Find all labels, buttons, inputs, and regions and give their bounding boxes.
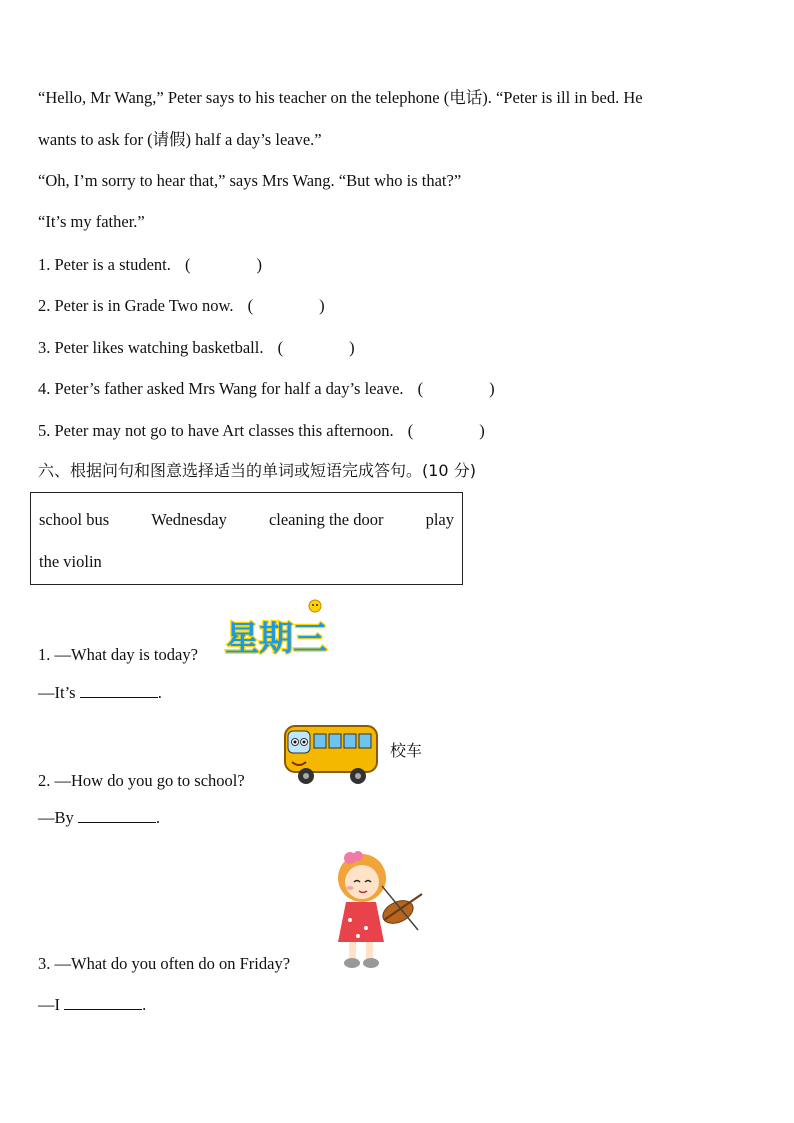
word-bank-item: cleaning the door xyxy=(268,510,384,529)
tf-item-4 xyxy=(38,379,495,399)
tf-item-text: 3. Peter likes watching basketball. xyxy=(38,338,264,357)
word-bank-row xyxy=(39,552,454,572)
word-bank-row xyxy=(39,510,454,530)
tf-item-2 xyxy=(38,296,325,316)
answer-1 xyxy=(38,683,162,703)
answer-bracket[interactable]: ( ) xyxy=(407,421,485,440)
tf-item-5 xyxy=(38,421,485,441)
answer-prefix: —I xyxy=(38,995,60,1014)
answer-blank[interactable] xyxy=(64,995,142,1010)
answer-suffix: . xyxy=(142,995,147,1014)
answer-2 xyxy=(38,808,160,828)
word-bank-item: play xyxy=(425,510,454,529)
passage-line-1: “Hello, Mr Wang,” Peter says to his teacher on the telephone (电话). “Peter is ill in bed. He xyxy=(38,88,643,107)
tf-item-text: 5. Peter may not go to have Art classes this afternoon. xyxy=(38,421,394,440)
word-bank-item: Wednesday xyxy=(151,510,227,529)
answer-bracket[interactable]: ( ) xyxy=(247,296,325,315)
wednesday-picture-text: 星期三 xyxy=(225,619,327,659)
question-2: 2. —How do you go to school? xyxy=(38,771,245,790)
word-bank-item: school bus xyxy=(39,510,110,529)
question-3: 3. —What do you often do on Friday? xyxy=(38,954,291,973)
tf-item-text: 1. Peter is a student. xyxy=(38,255,171,274)
passage-line-2: wants to ask for (请假) half a day’s leave.” xyxy=(38,130,322,149)
question-1: 1. —What day is today? xyxy=(38,645,198,664)
answer-prefix: —It’s xyxy=(38,683,76,702)
answer-bracket[interactable]: ( ) xyxy=(185,255,263,274)
answer-prefix: —By xyxy=(38,808,74,827)
answer-bracket[interactable]: ( ) xyxy=(417,379,495,398)
answer-suffix: . xyxy=(157,683,162,702)
passage-line-3: “Oh, I’m sorry to hear that,” says Mrs Wang. “But who is that?” xyxy=(38,171,462,190)
answer-blank[interactable] xyxy=(78,808,156,823)
answer-blank[interactable] xyxy=(80,683,158,698)
answer-suffix: . xyxy=(155,808,161,827)
tf-item-text: 4. Peter’s father asked Mrs Wang for half a day’s leave. xyxy=(38,379,404,398)
girl-violin-picture xyxy=(322,846,432,972)
answer-bracket[interactable]: ( ) xyxy=(277,338,355,357)
tf-item-1 xyxy=(38,255,262,275)
word-bank-box xyxy=(30,492,463,585)
school-bus-label: 校车 xyxy=(390,741,423,760)
passage-line-4: “It’s my father.” xyxy=(38,212,145,231)
tf-item-3 xyxy=(38,338,355,358)
word-bank-item: the violin xyxy=(39,552,102,571)
tf-item-text: 2. Peter is in Grade Two now. xyxy=(38,296,234,315)
school-bus-icon xyxy=(282,722,382,786)
section-heading: 六、根据问句和图意选择适当的单词或短语完成答句。(10 分) xyxy=(38,461,476,480)
answer-3 xyxy=(38,995,146,1015)
wednesday-picture xyxy=(223,596,338,660)
